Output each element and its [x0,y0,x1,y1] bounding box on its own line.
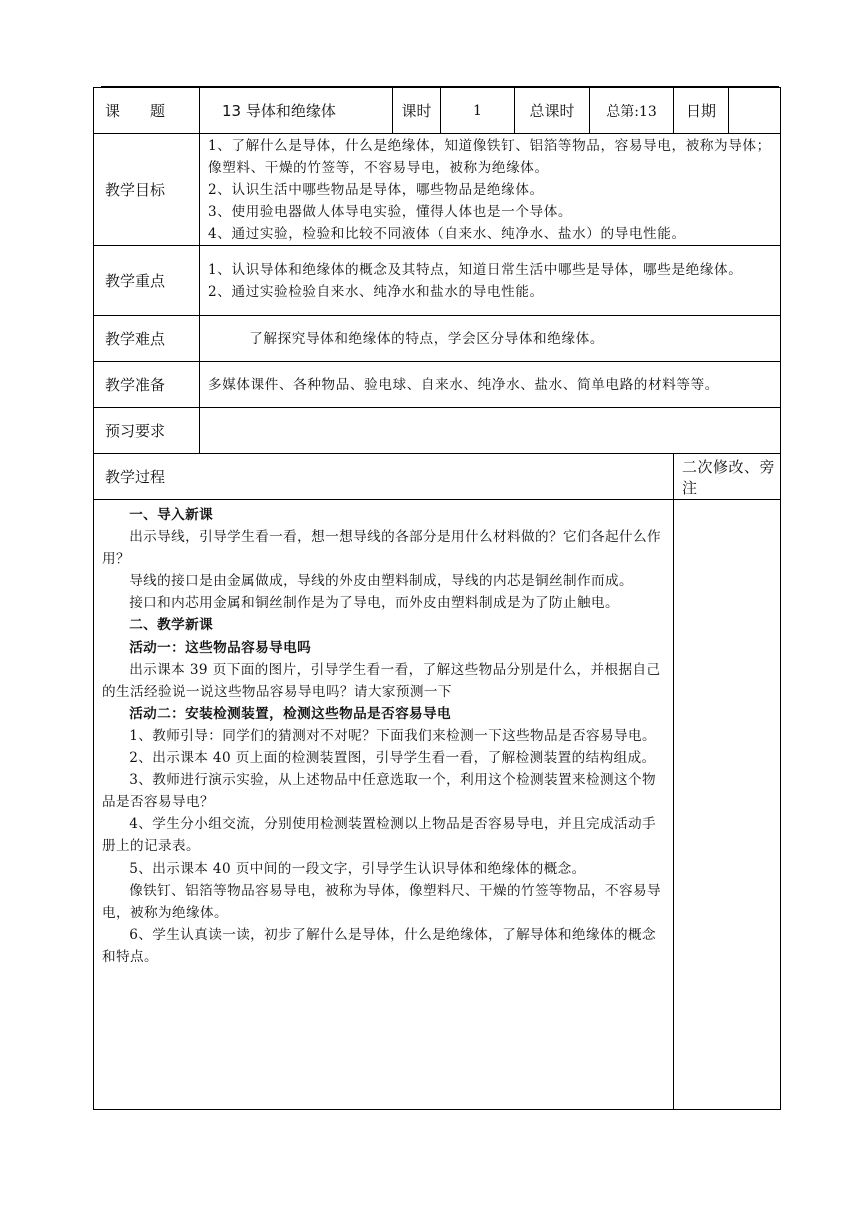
process-content [94,500,674,1110]
topic-value: 13 导体和绝缘体 [200,88,393,134]
topic-label: 课 题 [94,88,200,134]
hours-label: 课时 [393,88,441,134]
goal-line: 2、认识生活中哪些物品是导体，哪些物品是绝缘体。 [208,181,544,198]
hours-value: 1 [441,88,515,134]
notes-content [674,500,781,1110]
process-paragraph: 5、出示课本 40 页中间的一段文字，引导学生认识导体和绝缘体的概念。 [129,860,586,877]
process-body-row [94,500,781,1110]
preview-text [200,408,781,454]
process-heading: 二、教学新课 [129,617,214,634]
notes-label: 二次修改、旁注 [674,454,781,500]
difficulty-row [94,316,781,362]
process-paragraph: 6、学生认真读一读，初步了解什么是导体，什么是绝缘体，了解导体和绝缘体的概念和特点。 [102,926,657,965]
activity-heading: 活动一：这些物品容易导电吗 [129,639,312,656]
process-header-row [94,454,781,500]
preparation-text: 多媒体课件、各种物品、验电球、自来水、纯净水、盐水、简单电路的材料等等。 [208,376,719,393]
goal-line: 4、通过实验，检验和比较不同液体（自来水、纯净水、盐水）的导电性能。 [208,225,686,242]
process-paragraph: 导线的接口是由金属做成，导线的外皮由塑料制成，导线的内芯是铜丝制作而成。 [129,573,633,590]
goals-row [94,134,781,246]
goals-label: 教学目标 [94,134,200,246]
process-label: 教学过程 [94,454,674,500]
key-point-line: 1、认识导体和绝缘体的概念及其特点，知道日常生活中哪些是导体，哪些是绝缘体。 [208,261,743,278]
process-paragraph: 4、学生分小组交流，分别使用检测装置检测以上物品是否容易导电，并且完成活动手册上的记录表。 [102,816,657,855]
process-paragraph: 3、教师进行演示实验，从上述物品中任意选取一个，利用这个检测装置来检测这个物品是否容易导电？ [102,772,657,811]
preparation-label: 教学准备 [94,362,200,408]
process-paragraph: 接口和内芯用金属和铜丝制作是为了导电，而外皮由塑料制成是为了防止触电。 [129,595,619,612]
process-paragraph: 2、出示课本 40 页上面的检测装置图，引导学生看一看，了解检测装置的结构组成。 [129,750,656,767]
date-label: 日期 [674,88,729,134]
preview-label: 预习要求 [94,408,200,454]
activity-heading: 活动二：安装检测装置，检测这些物品是否容易导电 [129,705,452,722]
date-value [729,88,781,134]
goals-content [200,134,781,246]
key-point-line: 2、通过实验检验自来水、纯净水和盐水的导电性能。 [208,283,544,300]
process-heading: 一、导入新课 [129,507,214,523]
key-points-row [94,246,781,316]
process-paragraph: 出示导线，引导学生看一看，想一想导线的各部分是用什么材料做的？它们各起什么作用？ [102,529,661,568]
total-hours-label: 总课时 [515,88,590,134]
goal-line: 1、了解什么是导体，什么是绝缘体，知道像铁钉、铝箔等物品，容易导电，被称为导体；像塑料、干燥的竹签等，不容易导电，被称为绝缘体。 [208,137,771,176]
lesson-plan-table [93,87,781,1110]
header-row [94,88,781,134]
goal-line: 3、使用验电器做人体导电实验，懂得人体也是一个导体。 [208,203,573,220]
difficulty-text: 了解探究导体和绝缘体的特点，学会区分导体和绝缘体。 [249,330,605,347]
process-paragraph: 1、教师引导：同学们的猜测对不对呢？下面我们来检测一下这些物品是否容易导电。 [129,727,657,744]
key-points-label: 教学重点 [94,246,200,316]
difficulty-label: 教学难点 [94,316,200,362]
preparation-row [94,362,781,408]
process-paragraph: 像铁钉、铝箔等物品容易导电，被称为导体，像塑料尺、干燥的竹签等物品，不容易导电，被称为绝缘体。 [102,882,661,921]
total-hours-value: 总第:13 [590,88,674,134]
process-paragraph: 出示课本 39 页下面的图片，引导学生看一看，了解这些物品分别是什么，并根据自己的生活经验说一说这些物品容易导电吗？请大家预测一下 [102,661,661,700]
key-points-content [200,246,781,316]
preview-row [94,408,781,454]
